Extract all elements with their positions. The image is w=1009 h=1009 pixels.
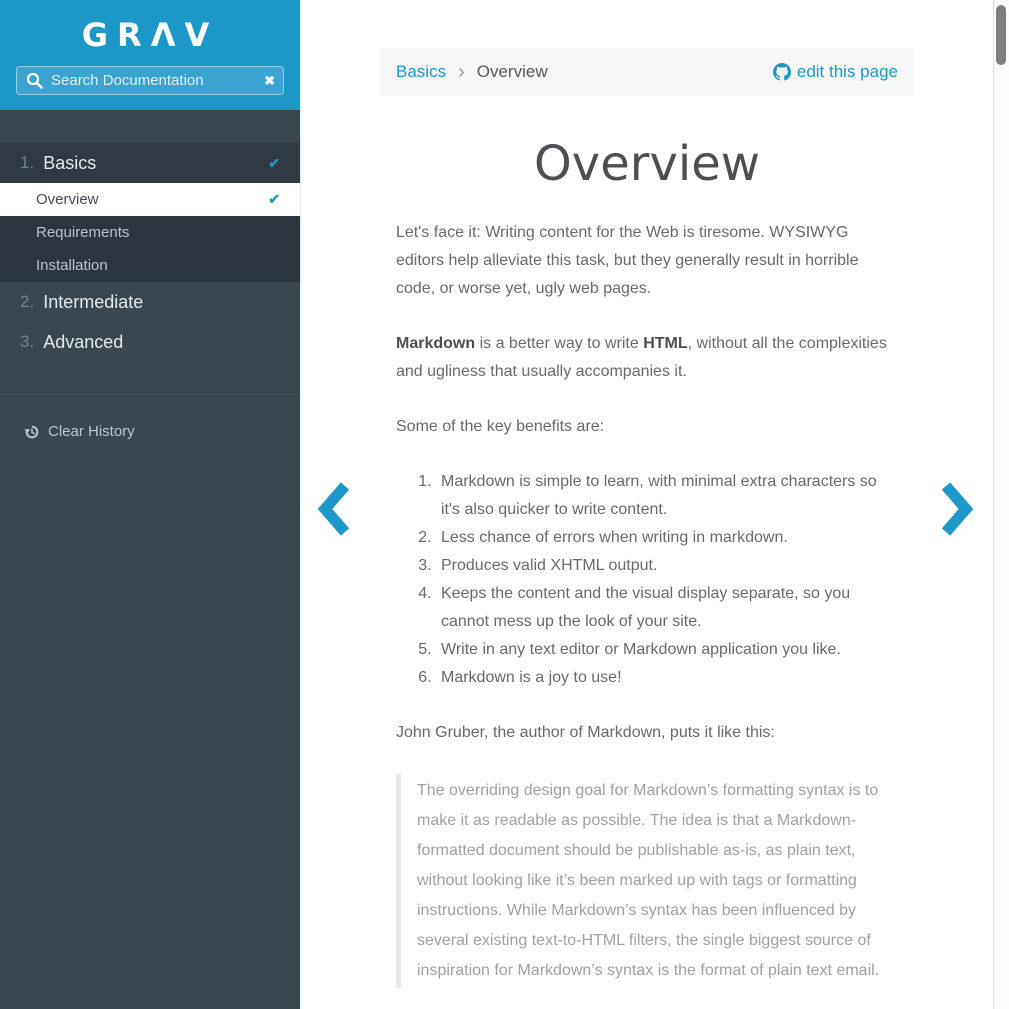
section-label: Basics [43, 152, 97, 173]
breadcrumb [380, 48, 914, 96]
breadcrumb-current: Overview [476, 62, 548, 81]
list-item: 1. Markdown is simple to learn, with minimal extra characters so it's also quicker to write content. [436, 468, 898, 524]
paragraph: Markdown is a better way to write HTML, without all the complexities and ugliness that usually accompanies it. [396, 335, 887, 380]
article-body [380, 219, 914, 988]
edit-this-page-label: edit this page [796, 62, 898, 81]
list-item: 4. Keeps the content and the visual display separate, so you cannot mess up the look of your site. [436, 580, 898, 636]
list-item: 3. Produces valid XHTML output. [436, 552, 898, 580]
sidebar-item-requirements[interactable] [0, 216, 300, 249]
vertical-scrollbar[interactable] [993, 0, 1009, 1009]
sidebar-nav [0, 110, 300, 362]
section-label: Advanced [43, 331, 124, 352]
sidebar-section-advanced [0, 322, 300, 362]
sidebar-section-intermediate [0, 282, 300, 322]
sidebar [0, 0, 300, 1009]
bold-text: HTML [643, 335, 688, 352]
clear-history-label: Clear History [48, 423, 135, 440]
list-item: 2. Less chance of errors when writing in markdown. [436, 524, 898, 552]
breadcrumb-link-basics[interactable]: Basics [396, 62, 447, 81]
section-number: 1. [20, 153, 35, 172]
edit-this-page-link[interactable] [773, 62, 898, 82]
paragraph: John Gruber, the author of Markdown, puts it like this: [396, 724, 775, 741]
scrollbar-thumb[interactable] [996, 5, 1006, 65]
search-clear-icon[interactable]: ✖ [264, 73, 275, 88]
clear-history-button[interactable] [0, 423, 300, 440]
bold-text: Markdown [396, 335, 476, 352]
next-page-button[interactable] [938, 481, 974, 537]
chevron-right-icon: › [458, 61, 465, 83]
chevron-left-icon [317, 481, 353, 537]
paragraph: Some of the key benefits are: [396, 418, 605, 435]
sidebar-section-basics [0, 143, 300, 282]
search-icon [26, 72, 43, 89]
previous-page-button[interactable] [317, 481, 353, 537]
chevron-right-icon [938, 481, 974, 537]
list-item: 6. Markdown is a joy to use! [436, 664, 898, 692]
markdown-quote: The overriding design goal for Markdown’s formatting syntax is to make it as readable as possible. The idea is that a Markdown-formatted document should be publishable as-is, as plain text, without looking like it’s been marked up with tags or formatting instructions. While Markdown’s syntax has been influenced by several existing text-to-HTML filters, the single biggest source of inspiration for Markdown’s syntax is the format of plain text email. [396, 774, 898, 988]
submenu-label: Overview [36, 191, 99, 208]
search-input[interactable] [16, 66, 284, 95]
section-number: 2. [20, 292, 35, 311]
benefits-list [396, 468, 898, 692]
sidebar-item-overview[interactable] [0, 183, 300, 216]
basics-submenu [0, 183, 300, 282]
sidebar-item-intermediate[interactable] [0, 282, 300, 322]
content-container [380, 48, 914, 988]
sidebar-item-advanced[interactable] [0, 322, 300, 362]
check-icon: ✔ [268, 154, 280, 171]
page-title: Overview [534, 136, 760, 192]
sidebar-item-installation[interactable] [0, 249, 300, 282]
sidebar-divider [0, 394, 300, 395]
sidebar-item-basics[interactable] [0, 143, 300, 183]
grav-logo[interactable]: GRΛV [81, 16, 219, 54]
submenu-label: Installation [36, 257, 108, 274]
section-label: Intermediate [43, 291, 144, 312]
github-icon [773, 63, 791, 81]
history-icon [24, 424, 40, 440]
section-number: 3. [20, 332, 35, 351]
check-icon: ✔ [268, 191, 280, 207]
submenu-label: Requirements [36, 224, 130, 241]
sidebar-header [0, 0, 300, 110]
search-box [16, 66, 284, 95]
list-item: 5. Write in any text editor or Markdown application you like. [436, 636, 898, 664]
main-content-area [300, 0, 993, 1009]
paragraph: Let's face it: Writing content for the Web is tiresome. WYSIWYG editors help alleviate this task, but they generally result in horrible code, or worse yet, ugly web pages. [396, 224, 859, 297]
